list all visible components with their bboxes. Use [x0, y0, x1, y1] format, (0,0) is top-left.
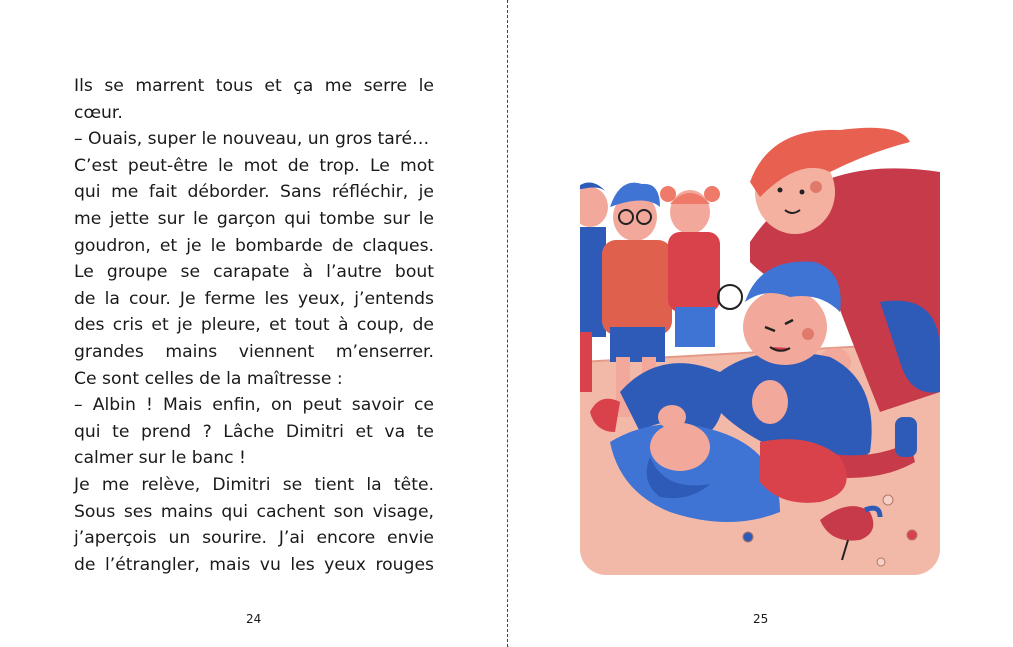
- text-line: – Albin ! Mais enfin, on peut savoir ce: [74, 395, 434, 416]
- text-line: de l’étrangler, mais vu les yeux rouges: [74, 554, 434, 575]
- text-line: – Ouais, super le nouveau, un gros taré…: [74, 129, 430, 150]
- text-line: me jette sur le garçon qui tombe sur le: [74, 208, 434, 229]
- text-line: C’est peut-être le mot de trop. Le mot: [74, 155, 434, 176]
- page-number-right: 25: [753, 612, 769, 626]
- text-line: des cris et je pleure, et tout à coup, de: [74, 315, 434, 336]
- text-line: qui te prend ? Lâche Dimitri et va te: [74, 421, 434, 442]
- text-line: goudron, et je le bombarde de claques.: [74, 235, 434, 256]
- text-line: grandes mains viennent m’enserrer.: [74, 341, 434, 362]
- story-text: [74, 73, 434, 578]
- text-line: calmer sur le banc !: [74, 448, 246, 469]
- text-line: j’aperçois un sourire. J’ai encore envie: [74, 528, 434, 549]
- text-line: Sous ses mains qui cachent son visage,: [74, 501, 434, 522]
- text-line: Ils se marrent tous et ça me serre le: [74, 76, 434, 96]
- text-line: Le groupe se carapate à l’autre bout: [74, 262, 434, 283]
- text-line: cœur.: [74, 102, 123, 123]
- text-line: qui me fait déborder. Sans réfléchir, je: [74, 182, 434, 203]
- schoolyard-fight-illustration: [580, 112, 940, 575]
- page-fold-divider: [507, 0, 508, 647]
- text-line: Ce sont celles de la maîtresse :: [74, 368, 343, 389]
- text-line: Je me relève, Dimitri se tient la tête.: [74, 474, 434, 495]
- text-line: de la cour. Je ferme les yeux, j’entends: [74, 288, 434, 309]
- page-number-left: 24: [246, 612, 262, 626]
